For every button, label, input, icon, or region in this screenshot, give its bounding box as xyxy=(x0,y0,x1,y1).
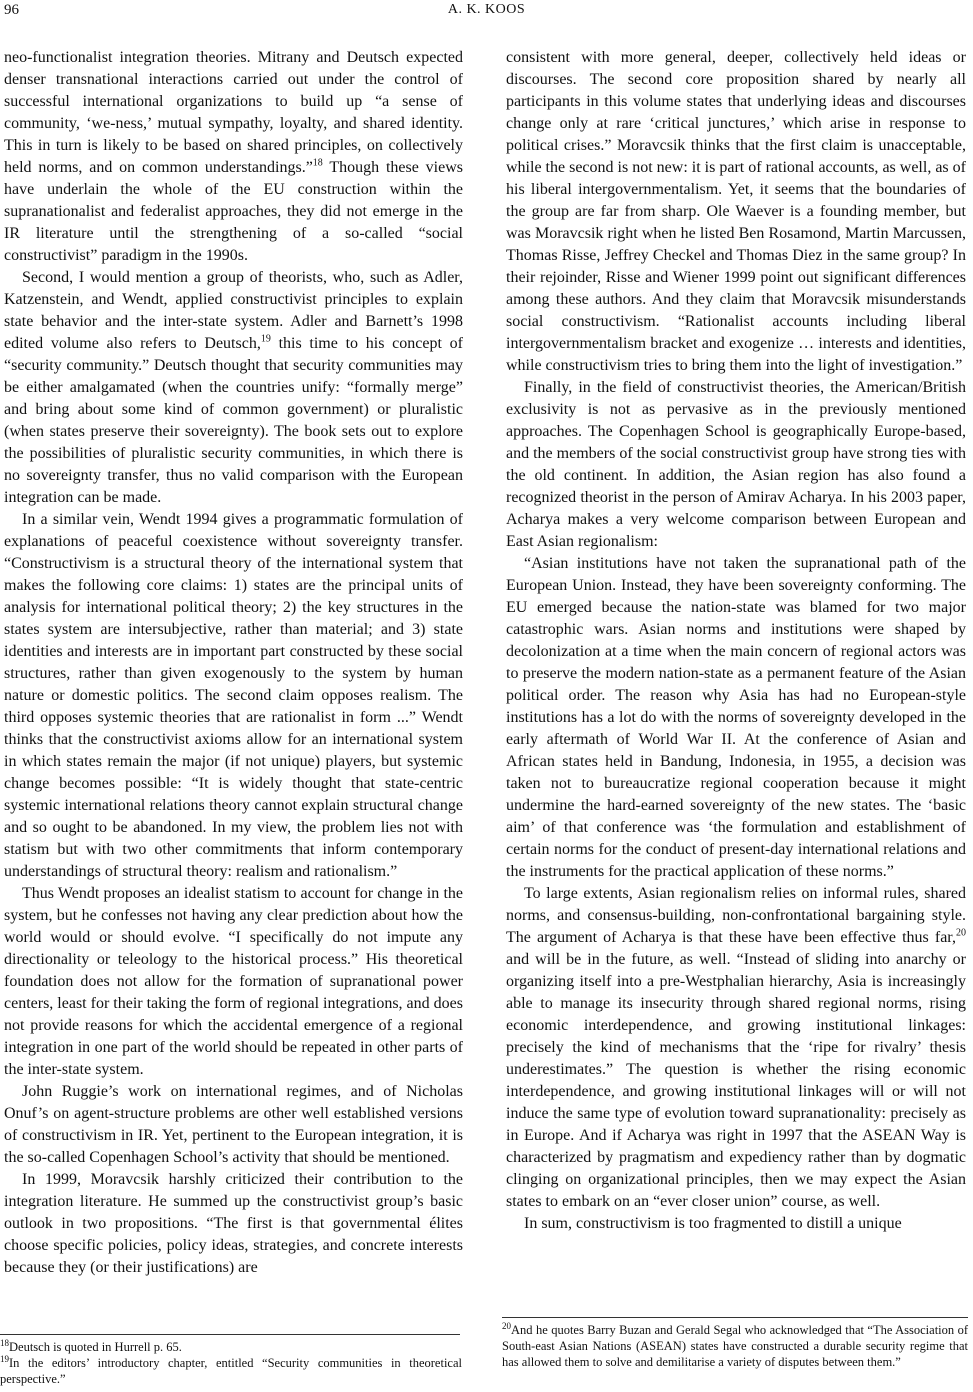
left-column xyxy=(4,47,463,1279)
paragraph xyxy=(4,267,463,509)
block-quote: “Asian institutions have not taken the supranational path of the European Union. Instead, they have been sovereignty conforming. The EU emerged because the nation-state was blamed for two major catastrophic wars. Asian norms and institutions were shaped by decolonization at a time when the main concern of regional actors was to preserve the modern nation-state as a permanent feature of the Asian political order. The reason why Asia has had no European-style institutions has a lot do with the norms of sovereignty developed in the early aftermath of World War II. At the conference of Asian and African states held in Bandung, Indonesia, in 1955, a decision was taken not to bureaucratize regional cooperation because it might undermine the hard-earned sovereignty of the new states. The ‘basic aim’ of that conference was ‘the formulation and establishment of certain norms for the conduct of present-day international relations and the instruments for the practical application of these norms.” xyxy=(506,555,966,880)
paragraph-text: this time to his concept of “security community.” Deutsch thought that security communities may be either amalgamated (when the countries unify: “formally merge” and bring about some kind of common government) or pluralistic (when states preserve their sovereignty). The book sets out to explore the possibilities of pluralistic security communities, in which there is no sovereignty transfer, thus no valid comparison with the European integration can be made. xyxy=(4,335,463,506)
footnote-text: And he quotes Barry Buzan and Gerald Segal who acknowledged that “The Association of South-east Asian Nations (ASEAN) states have constructed a durable security regime that has allowed them to solve and demilitarise a variety of disputes between them.” xyxy=(502,1323,968,1369)
paragraph-text: and will be in the future, as well. “Instead of sliding into anarchy or organizing itself into a pre-Westphalian hierarchy, Asia is increasingly able to manage its insecurity through shared regional norms, rising economic interdependence, and growing institutional linkages: precisely the kind of mechanisms that the ‘ripe for rivalry’ thesis underestimates.” The question is whether the rising economic interdependence, and growing institutional linkages will or will not induce the same type of evolution toward supranationality: precisely as in Europe. And if Acharya was right in 1997 that the ASEAN Way is characterized by pragmatism and expediency rather than by dogmatic clinging on organizational principles, then we may expect the Asian states to embark on an “ever closer union” course, as well. xyxy=(506,951,966,1210)
paragraph: consistent with more general, deeper, collectively held ideas or discourses. The second core proposition shared by nearly all participants in this volume states that underlying ideas and discourses change only at rare ‘critical junctures,’ which arise in response to political crises.” Moravcsik thinks that the first claim is unacceptable, while the second is not new: it is part of rational accounts, as well, as of his liberal intergovernmentalism. Yet, it seems that the boundaries of the group are far from sharp. Ole Waever is a founding member, but was Moravcsik right when he listed Ben Rosamond, Martin Marcussen, Thomas Risse, Jeffrey Checkel and Thomas Diez in the same group? In their rejoinder, Risse and Wiener 1999 point out significant differences among these authors. And they claim that Moravcsik misunderstands social constructivism. “Rationalist accounts including liberal intergovernmentalism bracket and exogenize … interests and identities, while constructivism tries to bring them into the light of investigation.” xyxy=(506,49,966,374)
footnote-mark: 20 xyxy=(502,1320,511,1331)
paragraph: In sum, constructivism is too fragmented to distill a unique xyxy=(524,1215,902,1232)
footnote-mark: 18 xyxy=(0,1337,9,1348)
footnote xyxy=(0,1355,462,1387)
paragraph: In 1999, Moravcsik harshly criticized their contribution to the integration literature. He summed up the constructivist group’s basic outlook in two propositions. “The first is that governmental élites choose specific policies, policy ideas, strategies, and concrete interests because they (or their justifications) are xyxy=(4,1171,463,1276)
running-head: A. K. KOOS xyxy=(447,2,526,17)
paragraph-text: Second, I would mention a group of theorists, who, such as Adler, Katzenstein, and Wendt, applied constructivist principles to explain state behavior and the inter-state system. Adler and Barnett’s 1998 edited volume also refers to Deutsch, xyxy=(4,269,463,352)
footnote-divider xyxy=(502,1317,968,1318)
paragraph-text: Though these views have underlain the whole of the EU construction within the supranationalist and federalist approaches, they did not emerge in the IR literature until the strengthening of a so-called “social constructivist” paradigm in the 1990s. xyxy=(4,159,463,264)
footnote-ref: 19 xyxy=(260,333,271,345)
paragraph-text: neo-functionalist integration theories. Mitrany and Deutsch expected denser transnational interactions carried out under the control of successful international organizations to build up “a sense of community, ‘we-ness,’ mutual sympathy, loyalty, and shared identity. This in turn is likely to be based on shared principles, on collectively held norms, and on common understandings.” xyxy=(4,49,463,176)
footnote-divider xyxy=(0,1334,460,1335)
footnotes-left xyxy=(0,1339,462,1387)
right-column xyxy=(506,47,966,1235)
footnote xyxy=(502,1322,968,1370)
paragraph: Finally, in the field of constructivist theories, the American/British exclusivity is not as pervasive as in the previously mentioned approaches. The Copenhagen School is geographically Europe-based, and the members of the social constructivist group have strong ties with the old continent. In addition, the Asian region has also found a recognized theorist in the person of Amirav Acharya. In his 2003 paper, Acharya makes a very welcome comparison between European and East Asian regionalism: xyxy=(506,379,966,550)
footnotes-right xyxy=(502,1322,968,1370)
footnote-ref: 18 xyxy=(312,157,323,169)
paragraph: Thus Wendt proposes an idealist statism to account for change in the system, but he confesses not having any clear prediction about how the world would or should evolve. “I specifically do not impute any directionality or teleology to the historical process.” His theoretical foundation does not allow for the formation of supranational power centers, least for their taking the form of regional integrations, and does not provide reasons for which the accidental emergence of a regional integration in one part of the world should be repeated in other parts of the inter-state system. xyxy=(4,885,463,1078)
footnote-ref: 20 xyxy=(956,927,966,939)
page-number: 96 xyxy=(4,2,19,18)
page-header xyxy=(0,0,973,24)
paragraph: In a similar vein, Wendt 1994 gives a programmatic formulation of explanations of peaceful coexistence without sovereignty transfer. “Constructivism is a structural theory of the international system that makes the following core claims: 1) states are the principal units of analysis for international political theory; 2) the key structures in the states system are intersubjective, rather than material; and 3) state identities and interests are in important part constructed by these social structures, rather than given exogenously to the system by human nature or domestic politics. The second claim opposes realism. The third opposes systemic theories that are rationalist in form ...” Wendt thinks that the constructivist axioms allow for an international system in which states remain the major (if not unique) players, but systemic change becomes possible: “It is widely thought that state-centric systemic international relations theory cannot explain structural change and so ought to be abandoned. In my view, the problem lies not with statism but with two other commitments that inform contemporary understandings of structural theory: realism and rationalism.” xyxy=(4,511,463,880)
footnote-text: Deutsch is quoted in Hurrell p. 65. xyxy=(9,1340,182,1354)
paragraph xyxy=(506,883,966,1213)
paragraph: John Ruggie’s work on international regimes, and of Nicholas Onuf’s on agent-structure problems are other well established versions of constructivism in IR. Yet, pertinent to the European integration, it is the so-called Copenhagen School’s activity that should be mentioned. xyxy=(4,1083,463,1166)
footnote-text: In the editors’ introductory chapter, entitled “Security communities in theoretical perspective.” xyxy=(0,1356,462,1386)
footnote xyxy=(0,1339,462,1355)
paragraph xyxy=(4,47,463,267)
paragraph-text: To large extents, Asian regionalism relies on informal rules, shared norms, and consensus-building, non-confrontational bargaining style. The argument of Acharya is that these have been effective thus far, xyxy=(506,885,966,946)
footnote-mark: 19 xyxy=(0,1353,9,1364)
